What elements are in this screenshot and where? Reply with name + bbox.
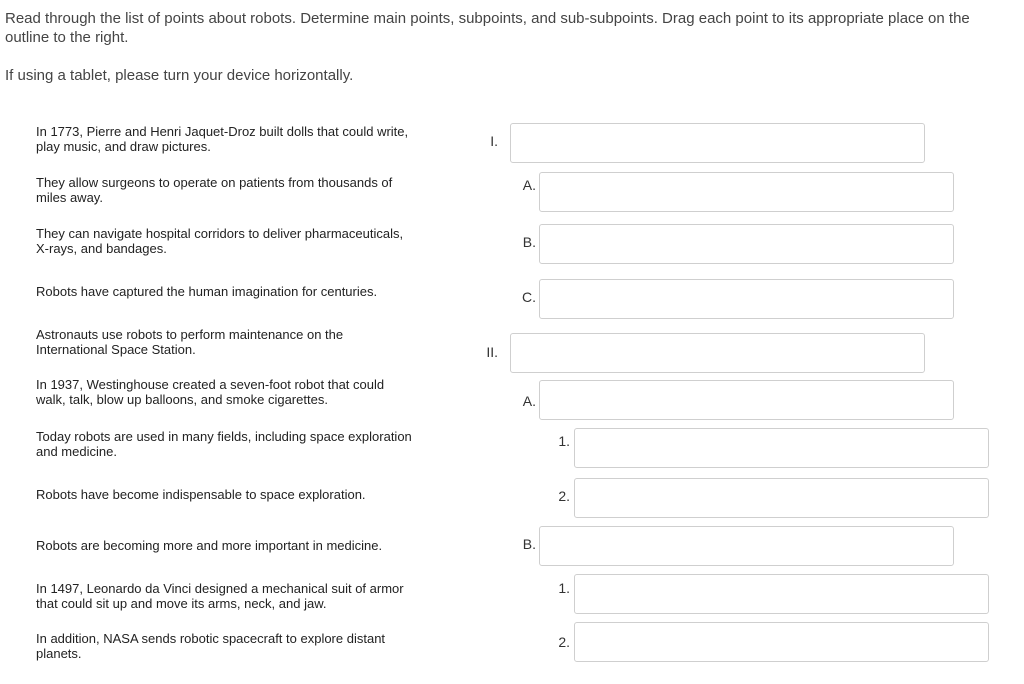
drop-slot-II[interactable] (510, 333, 925, 373)
draggable-point-4[interactable]: Robots have captured the human imagination for centuries. (36, 284, 378, 299)
draggable-point-7[interactable]: Today robots are used in many fields, including space exploration and medicine. (36, 429, 412, 459)
drop-slot-I[interactable] (510, 123, 925, 163)
drop-slot-II-A[interactable] (539, 380, 954, 420)
drop-slot-II-B-2[interactable] (574, 622, 989, 662)
outline-label-I-B: B. (522, 234, 536, 250)
drop-slot-I-A[interactable] (539, 172, 954, 212)
draggable-point-3[interactable]: They can navigate hospital corridors to deliver pharmaceuticals, X-rays, and bandages. (36, 226, 404, 256)
instructions-text: Read through the list of points about robots. Determine main points, subpoints, and sub-subpoints. Drag each point to its appropriate place on the outline to the right. (5, 10, 970, 46)
outline-label-II-A-1: 1. (558, 433, 570, 449)
drop-slot-I-B[interactable] (539, 224, 954, 264)
draggable-point-1[interactable]: In 1773, Pierre and Henri Jaquet-Droz built dolls that could write, play music, and draw pictures. (36, 124, 409, 154)
drop-slot-II-A-1[interactable] (574, 428, 989, 468)
outline-label-II: II. (486, 344, 498, 360)
draggable-point-11[interactable]: In addition, NASA sends robotic spacecraft to explore distant planets. (36, 631, 386, 661)
outline-label-II-A-2: 2. (558, 488, 570, 504)
outline-label-II-B-1: 1. (558, 580, 570, 596)
draggable-point-2[interactable]: They allow surgeons to operate on patients from thousands of miles away. (36, 175, 393, 205)
draggable-point-5[interactable]: Astronauts use robots to perform maintenance on the International Space Station. (36, 327, 344, 357)
outline-label-I-C: C. (522, 289, 536, 305)
drop-slot-II-A-2[interactable] (574, 478, 989, 518)
draggable-point-10[interactable]: In 1497, Leonardo da Vinci designed a mechanical suit of armor that could sit up and move its arms, neck, and jaw. (36, 581, 404, 611)
outline-label-II-B-2: 2. (558, 634, 570, 650)
drop-slot-I-C[interactable] (539, 279, 954, 319)
instructions (5, 9, 1010, 47)
draggable-point-9[interactable]: Robots are becoming more and more important in medicine. (36, 538, 383, 553)
draggable-point-6[interactable]: In 1937, Westinghouse created a seven-foot robot that could walk, talk, blow up balloons, and smoke cigarettes. (36, 377, 385, 407)
outline-label-II-A: A. (522, 393, 536, 409)
outline-label-II-B: B. (522, 536, 536, 552)
outline-label-I: I. (490, 133, 498, 149)
tablet-note: If using a tablet, please turn your device horizontally. (5, 67, 354, 84)
drop-slot-II-B[interactable] (539, 526, 954, 566)
drop-slot-II-B-1[interactable] (574, 574, 989, 614)
outline-label-I-A: A. (522, 177, 536, 193)
draggable-point-8[interactable]: Robots have become indispensable to space exploration. (36, 487, 366, 502)
